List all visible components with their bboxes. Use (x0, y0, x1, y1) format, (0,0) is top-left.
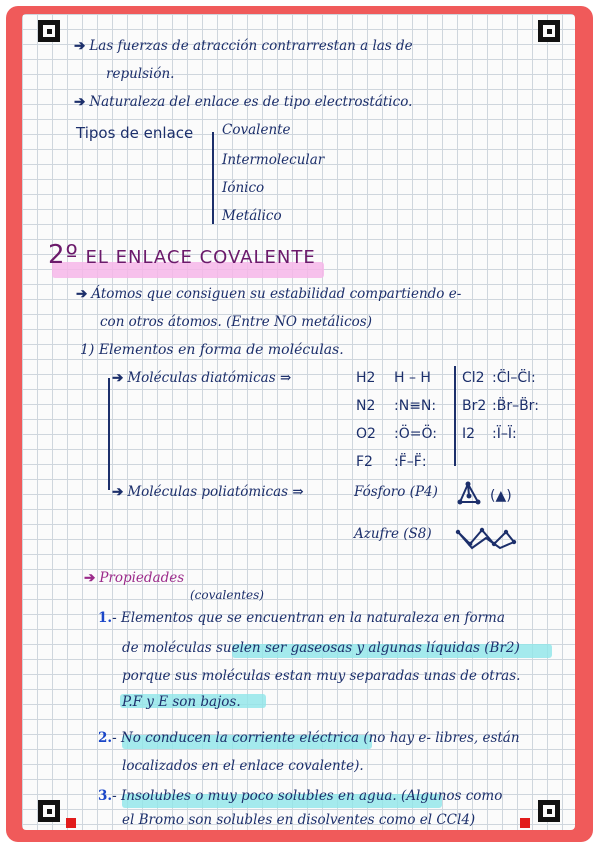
poliatomicas-label: ➔ Moléculas poliatómicas ⇒ (112, 484, 304, 500)
prop-3-line-b: el Bromo son solubles en disolventes como el CCl4) (122, 812, 476, 828)
h2-lewis: H – H (394, 370, 431, 386)
br2-lewis: :B̈r–B̈r: (492, 398, 539, 414)
p4-tetrahedron-icon (456, 480, 516, 510)
corner-marker-bottom-left (38, 800, 60, 822)
propiedades-heading: ➔ Propiedades (84, 570, 185, 586)
n2-lewis: :N≡N: (394, 398, 437, 414)
bullet-line-2: repulsión. (106, 66, 175, 82)
br2-formula: Br2 (462, 398, 487, 414)
prop-1-line-a: 1.- Elementos que se encuentran en la naturaleza en forma (98, 610, 505, 626)
bullet-line-3: ➔ Naturaleza del enlace es de tipo electrostático. (74, 94, 413, 110)
atomos-line-1: ➔ Átomos que consiguen su estabilidad compartiendo e- (76, 286, 462, 302)
molecules-bracket (108, 378, 110, 490)
o2-formula: O2 (356, 426, 376, 442)
tipo-metalico: Metálico (222, 208, 282, 224)
tipos-label: Tipos de enlace (76, 124, 194, 142)
tipo-covalente: Covalente (222, 122, 291, 138)
corner-marker-bottom-right (538, 800, 560, 822)
halogen-divider (454, 366, 456, 466)
corner-marker-top-right (538, 20, 560, 42)
atomos-line-2: con otros átomos. (Entre NO metálicos) (100, 314, 372, 330)
tipos-bracket (212, 132, 214, 224)
covalentes-note: (covalentes) (190, 588, 264, 602)
cl2-lewis: :C̈l–C̈l: (492, 370, 536, 386)
i2-formula: I2 (462, 426, 476, 442)
f2-lewis: :F̈–F̈: (394, 454, 427, 470)
prop-1-line-c: porque sus moléculas estan muy separadas unas de otras. (122, 668, 521, 684)
red-square-left (66, 818, 76, 828)
o2-lewis: :Ö=Ö: (394, 426, 437, 442)
tipo-intermolecular: Intermolecular (222, 152, 325, 168)
f2-formula: F2 (356, 454, 373, 470)
diatomicas-label: ➔ Moléculas diatómicas ⇒ (112, 370, 292, 386)
section-title: 2º EL ENLACE COVALENTE (48, 240, 316, 270)
prop-2-line-a: 2.- No conducen la corriente eléctrica (no hay e- libres, están (98, 730, 520, 746)
notebook-page (22, 14, 575, 830)
prop-1-line-b: de moléculas suelen ser gaseosas y algunas líquidas (Br2) (122, 640, 520, 656)
red-square-right (520, 818, 530, 828)
n2-formula: N2 (356, 398, 376, 414)
fosforo-label: Fósforo (P4) (354, 484, 438, 500)
tipo-ionico: Iónico (222, 180, 265, 196)
elementos-heading: 1) Elementos en forma de moléculas. (80, 342, 344, 358)
cl2-formula: Cl2 (462, 370, 485, 386)
h2-formula: H2 (356, 370, 376, 386)
azufre-label: Azufre (S8) (354, 526, 432, 542)
bullet-line-1: ➔ Las fuerzas de atracción contrarrestan a las de (74, 38, 413, 54)
corner-marker-top-left (38, 20, 60, 42)
arrow-icon: ➔ (76, 286, 88, 302)
prop-1-line-d: P.F y E son bajos. (122, 694, 241, 710)
prop-2-line-b: localizados en el enlace covalente). (122, 758, 364, 774)
prop-3-line-a: 3.- Insolubles o muy poco solubles en agua. (Algunos como (98, 788, 503, 804)
arrow-icon: ➔ (74, 38, 86, 54)
arrow-icon: ➔ (74, 94, 86, 110)
i2-lewis: :Ï–Ï: (492, 426, 517, 442)
svg-text:(▲): (▲) (490, 488, 512, 504)
s8-ring-icon (454, 524, 518, 552)
